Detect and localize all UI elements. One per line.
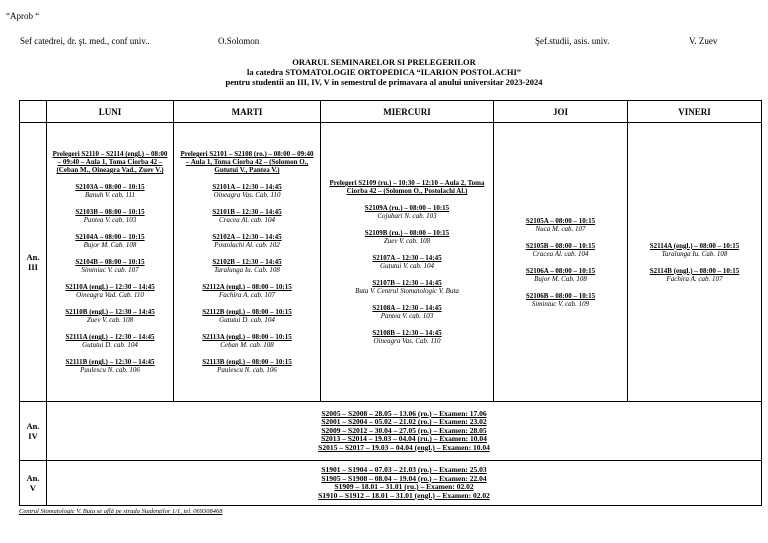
exam-line: S2005 – S2008 – 28.05 – 13.06 (ro.) – Examen: 17.06 — [321, 408, 487, 418]
year-4-label: An. IV — [20, 402, 47, 461]
exam-line: S1909 – 18.01 – 31.01 (ru.) – Examen: 02.02 — [334, 482, 474, 491]
studies-title: Şef.studii, asis. univ. — [535, 36, 610, 46]
group-slot: S2101A – 12:30 – 14:45 Oineagra Vas. Cab. 110 — [212, 183, 282, 199]
title-line-2: la catedra STOMATOLOGIE ORTOPEDICA “ILARION POSTOLACHI” — [246, 67, 522, 77]
group-slot: S2104B – 08:00 – 10:15 Siminiuc V. cab. 107 — [75, 258, 145, 274]
year-5-label: An. V — [20, 461, 47, 506]
exam-line: S2013 – S2014 – 19.03 – 04.04 (ru.) – Examen: 10.04 — [321, 434, 487, 444]
group-slot: S2114B (engl.) – 08:00 – 10:15 Fachira A. cab. 107 — [649, 266, 740, 283]
group-slot: S2112A (engl.) – 08:00 – 10:15 Fachira A. cab. 107 — [202, 283, 292, 299]
year-3-label: An. III — [20, 123, 47, 402]
title-line-1: ORARUL SEMINARELOR SI PRELEGERILOR — [292, 57, 476, 67]
cell-miercuri — [321, 123, 494, 402]
group-slot: S2103A – 08:00 – 10:15 Banuh V. cab. 111 — [75, 183, 145, 199]
cell-luni — [47, 123, 174, 402]
group-slot: S2109B (ru.) – 08:00 – 10:15 Zuev V. cab. 108 — [364, 229, 450, 245]
cell-joi — [494, 123, 628, 402]
group-slot: S2111A (engl.) – 12:30 – 14:45 Gututui D. cab. 104 — [65, 333, 155, 349]
year-4-exams — [47, 402, 762, 461]
group-slot: S2108A – 12:30 – 14:45 Pantea V. cab. 103 — [372, 304, 442, 320]
footer-note: Centrul Stomatologic V. Buta se află pe strada Studenților 1/1, tel. 069308468 — [19, 508, 223, 515]
group-slot: S2106B – 08:00 – 10:15 Siminiuc V. cab. 109 — [525, 291, 596, 308]
schedule-table — [19, 100, 762, 506]
group-slot: S2109A (ru.) – 08:00 – 10:15 Cojubari N. cab. 103 — [364, 204, 450, 220]
document-title — [0, 57, 768, 87]
group-slot: S2104A – 08:00 – 10:15 Bujor M. Cab. 108 — [75, 233, 145, 249]
lecture-miercuri: Prelegeri S2109 (ru.) – 10:30 – 12:10 – Aula 2, Toma Ciorba 42 – (Solomon O., Postolachi Al.) — [329, 179, 485, 195]
exam-line: S1901 – S1904 – 07.03 – 21.03 (ro.) – Examen: 25.03 — [321, 465, 487, 474]
day-header-joi: JOI — [494, 101, 628, 123]
group-slot: S2106A – 08:00 – 10:15 Bujor M. Cab. 108 — [525, 266, 596, 283]
group-slot: S2110A (engl.) – 12:30 – 14:45 Oineagra Vad. Cab. 110 — [65, 283, 155, 299]
group-slot: S2107B – 12:30 – 14:45 Buta V. Centrul Stomatologic V. Buta — [355, 279, 459, 295]
group-slot: S2113B (engl.) – 08:00 – 10:15 Paulescu N. cab. 106 — [202, 358, 292, 374]
year-4-row — [20, 402, 762, 461]
group-slot: S2105B – 08:00 – 10:15 Cracea Al. cab. 104 — [525, 241, 596, 258]
group-slot: S2103B – 08:00 – 10:15 Pantea V. cab. 103 — [75, 208, 145, 224]
group-slot: S2110B (engl.) – 12:30 – 14:45 Zuev V. cab. 108 — [65, 308, 155, 324]
lecture-marti: Prelegeri S2101 – S2108 (ro.) – 08:00 – 09:40 – Aula 1, Toma Ciorba 42 – (Solomon O., Gututui V., Pantea V.) — [180, 150, 314, 174]
year-3-row — [20, 123, 762, 402]
exam-line: S2015 – S2017 – 19.03 – 04.04 (engl.) – Examen: 10.04 — [318, 442, 490, 452]
group-slot: S2111B (engl.) – 12:30 – 14:45 Paulescu N. cab. 106 — [65, 358, 155, 374]
group-slot: S2102B – 12:30 – 14:45 Taralunga Iu. Cab. 108 — [212, 258, 282, 274]
day-header-luni: LUNI — [47, 101, 174, 123]
exam-line: S2009 – S2012 – 30.04 – 27.05 (ro.) – Examen: 28.05 — [321, 425, 487, 435]
group-slot: S2108B – 12:30 – 14:45 Oineagra Vas. Cab. 110 — [372, 329, 442, 345]
chair-title: Sef catedrei, dr. şt. med., conf univ.. — [20, 36, 150, 46]
day-header-miercuri: MIERCURI — [321, 101, 494, 123]
day-header-vineri: VINERI — [628, 101, 762, 123]
year-5-exams — [47, 461, 762, 506]
title-line-3: pentru studentii an III, IV, V in semestrul de primavara al anului universitar 2023-2024 — [225, 77, 543, 87]
group-slot: S2101B – 12:30 – 14:45 Cracea Al. cab. 104 — [212, 208, 282, 224]
group-slot: S2112B (engl.) – 08:00 – 10:15 Gututui D. cab. 104 — [202, 308, 292, 324]
cell-vineri — [628, 123, 762, 402]
group-slot: S2105A – 08:00 – 10:15 Nuca M. cab. 107 — [525, 216, 596, 233]
table-header-row — [20, 101, 762, 123]
exam-line: S1910 – S1912 – 18.01 – 31.01 (engl.) – Examen: 02.02 — [318, 490, 490, 500]
lecture-luni: Prelegeri S2110 – S2114 (engl.) – 08:00 – 09:40 – Aula 1, Toma Ciorba 42 – (Ceban M., Oineagra Vad., Zuev V.) — [52, 150, 168, 174]
day-header-marti: MARTI — [174, 101, 321, 123]
year-5-row — [20, 461, 762, 506]
cell-marti — [174, 123, 321, 402]
chair-name: O.Solomon — [218, 36, 260, 46]
group-slot: S2102A – 12:30 – 14:45 Postolachi Al. cab. 102 — [212, 233, 282, 249]
group-slot: S2114A (engl.) – 08:00 – 10:15 Taralunga Iu. Cab. 108 — [649, 241, 740, 258]
studies-name: V. Zuev — [689, 36, 718, 46]
approve-label: “Aprob “ — [6, 11, 40, 21]
corner-cell — [20, 101, 47, 123]
exam-line: S2001 – S2004 – 05.02 – 21.02 (ro.) – Examen: 23.02 — [321, 417, 487, 427]
group-slot: S2113A (engl.) – 08:00 – 10:15 Ceban M. cab. 108 — [202, 333, 292, 349]
exam-line: S1905 – S1908 – 08.04 – 19.04 (ro.) – Examen: 22.04 — [321, 473, 487, 483]
group-slot: S2107A – 12:30 – 14:45 Gututui V. cab. 104 — [372, 254, 442, 270]
